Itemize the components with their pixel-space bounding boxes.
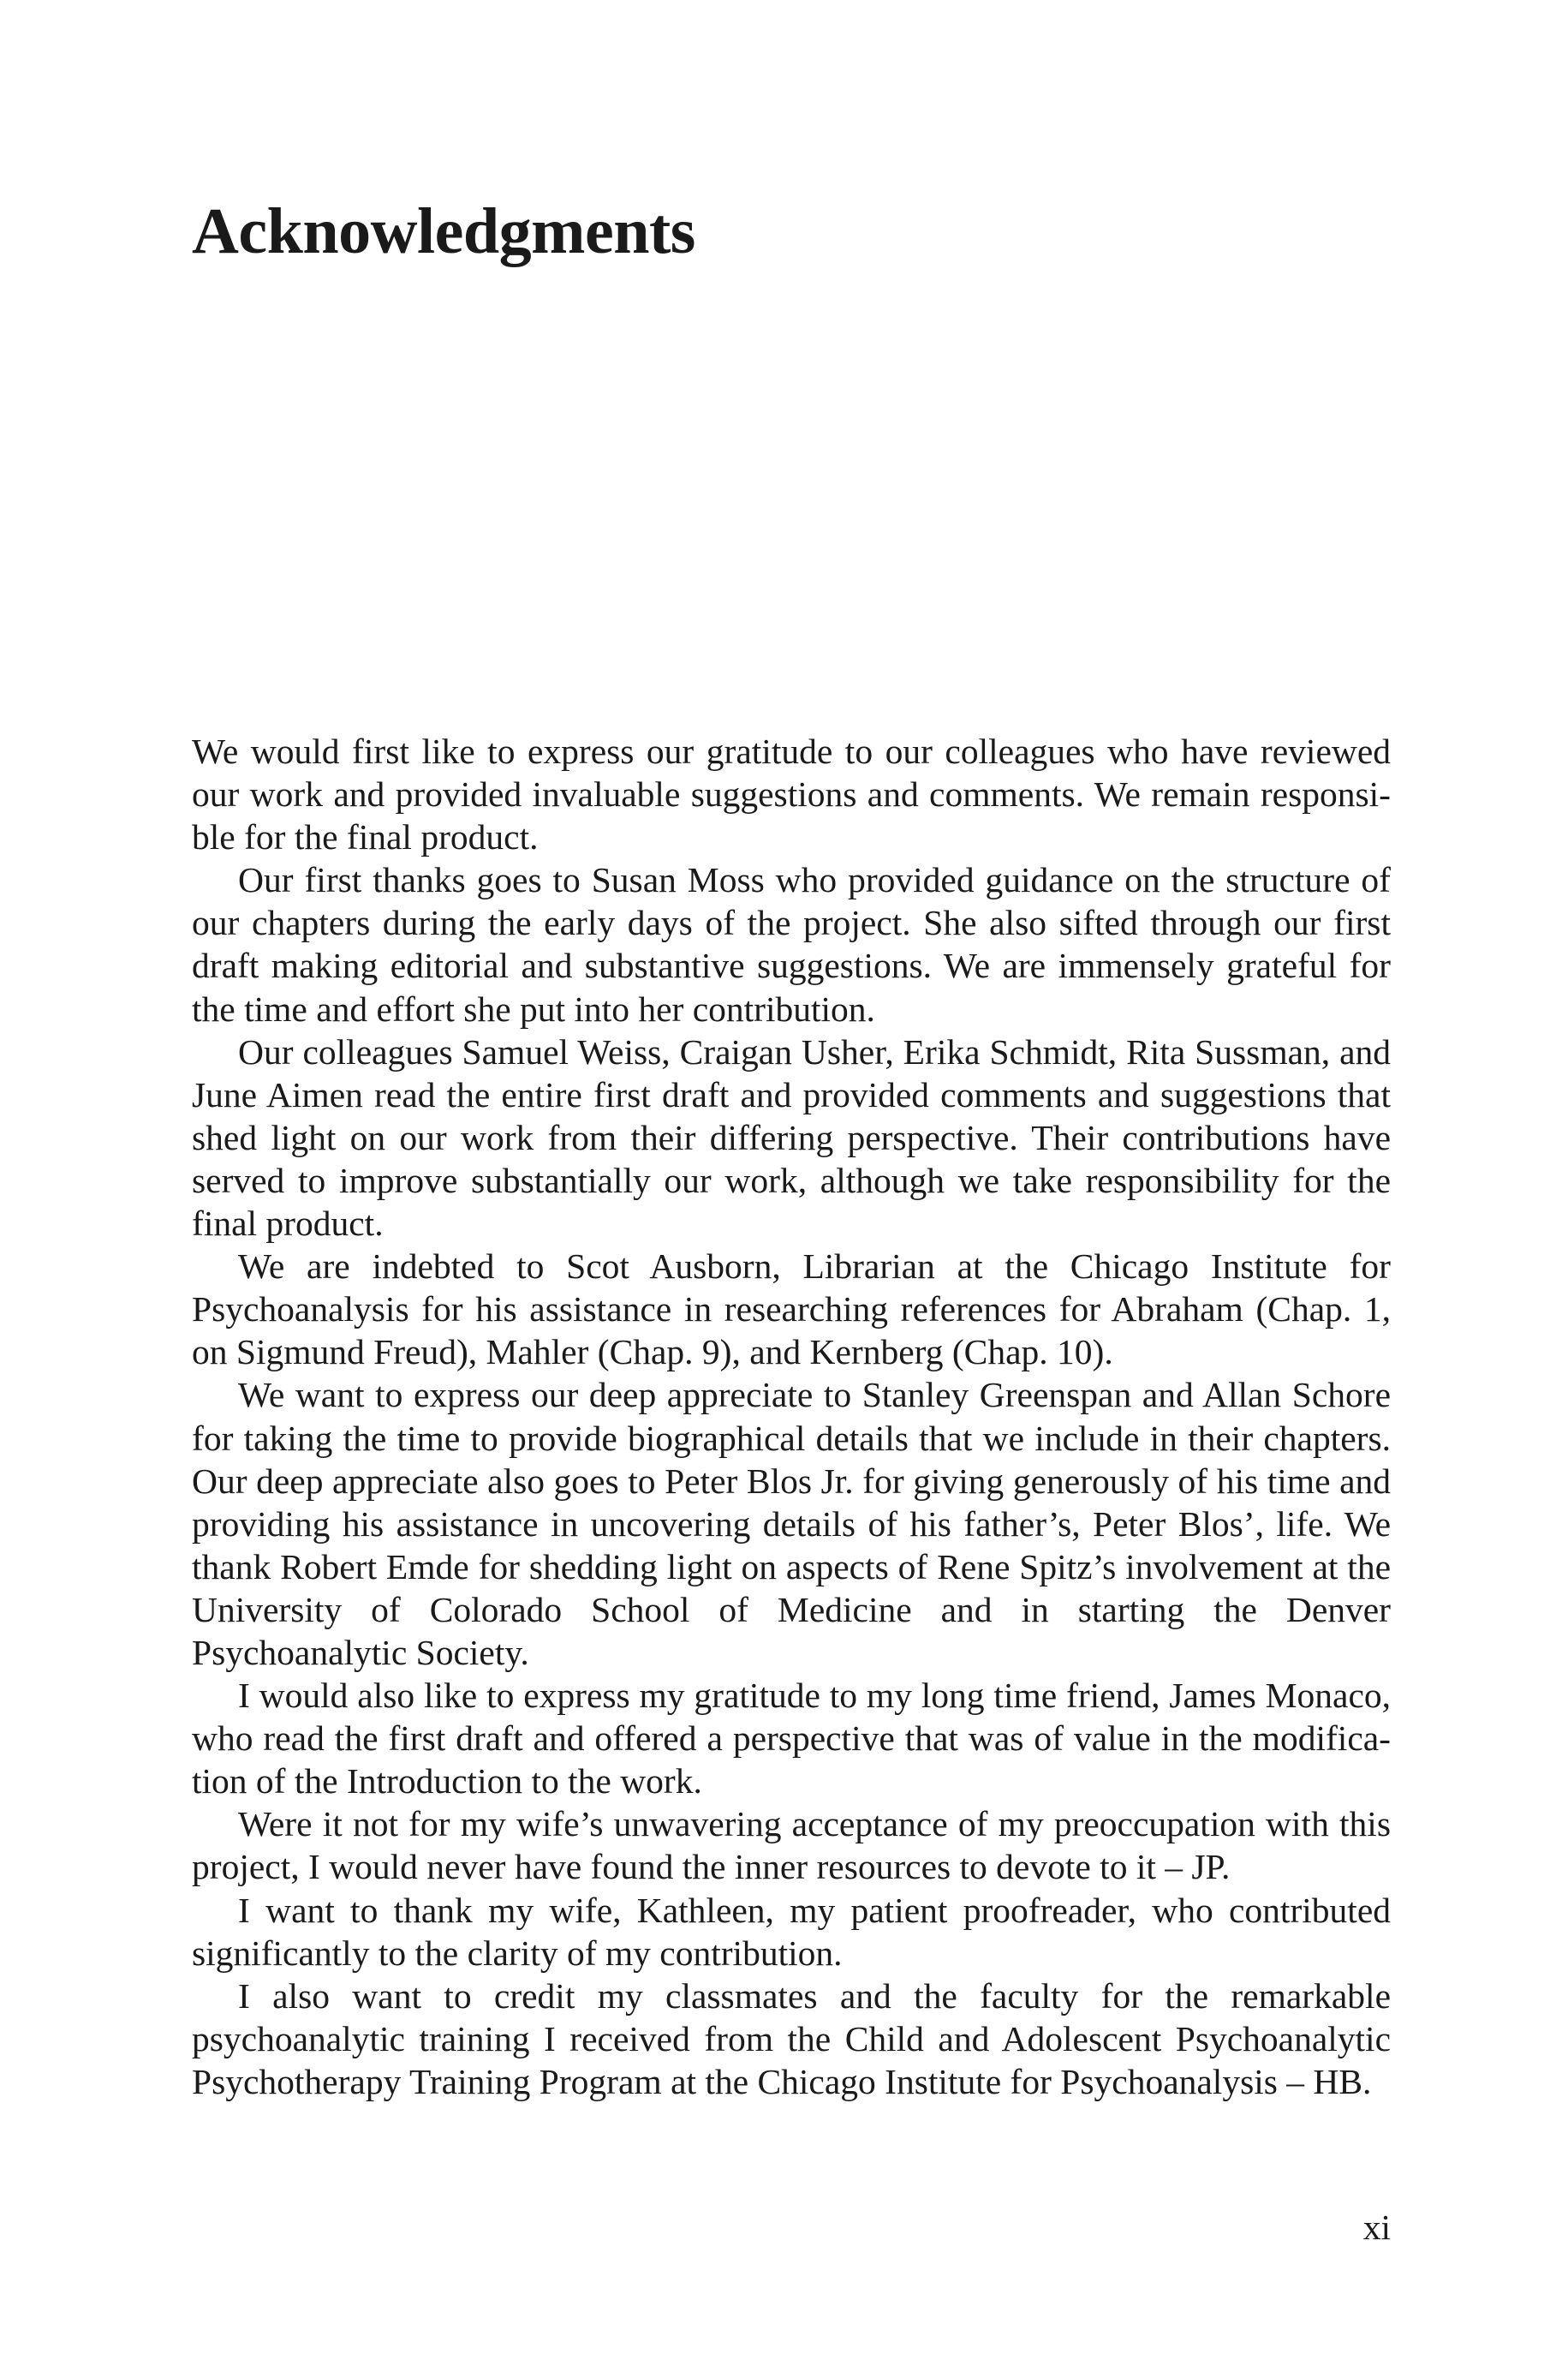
page-title: Acknowledgments bbox=[192, 195, 695, 267]
paragraph-susan-moss: Our first thanks goes to Susan Moss who provided guidance on the structure of our chapters during the early days of the project. She also sifted through our first draft making editorial and substantive suggestions. We are immensely grateful for the time and effort she put into her contribution. bbox=[192, 860, 1391, 1029]
paragraph-hb-training: I also want to credit my classmates and the faculty for the remarkable psychoanalytic training I received from the Child and Adolescent Psychoanalytic Psychotherapy Training Program at the Chicago Institute for Psychoanalysis – HB. bbox=[192, 1975, 1391, 2101]
paragraph-jp-wife: Were it not for my wife’s unwavering acceptance of my preoccupation with this project, I would never have found the inner resources to devote to it – JP. bbox=[192, 1804, 1391, 1887]
paragraph-biographical-details: We want to express our deep appreciate to Stanley Greenspan and Allan Schore for taking the time to provide biographical details that we include in their chapters. Our deep appreciate also goes to Peter Blos Jr. for giving generously of his time and providing his assistance in uncovering details of his father’s, Peter Blos’, life. We thank Robert Emde for shedding light on aspects of Rene Spitz’s involvement at the University of Colorado School of Medicine and in starting the Denver Psychoanalytic Society. bbox=[192, 1375, 1391, 1672]
paragraph-kathleen: I want to thank my wife, Kathleen, my patient proofreader, who contributed significantly to the clarity of my contribution. bbox=[192, 1890, 1391, 1973]
paragraph-james-monaco: I would also like to express my gratitude to my long time friend, James Monaco, who read the first draft and offered a perspective that was of value in the modification of the Introduction to the work. bbox=[192, 1676, 1391, 1801]
paragraph-reviewers: We would first like to express our gratitude to our colleagues who have reviewed our work and provided invaluable suggestions and comments. We remain responsible for the final product. bbox=[192, 732, 1391, 857]
acknowledgments-body bbox=[192, 730, 1391, 2103]
paragraph-colleagues: Our colleagues Samuel Weiss, Craigan Usher, Erika Schmidt, Rita Sussman, and June Aimen read the entire first draft and provided comments and suggestions that shed light on our work from their differing perspective. Their contributions have served to improve substantially our work, although we take responsibility for the final product. bbox=[192, 1031, 1391, 1244]
page-number: xi bbox=[1362, 2208, 1391, 2247]
paragraph-librarian: We are indebted to Scot Ausborn, Librarian at the Chicago Institute for Psychoanalysis for his assistance in researching references for Abraham (Chap. 1, on Sigmund Freud), Mahler (Chap. 9), and Kernberg (Chap. 10). bbox=[192, 1246, 1391, 1372]
